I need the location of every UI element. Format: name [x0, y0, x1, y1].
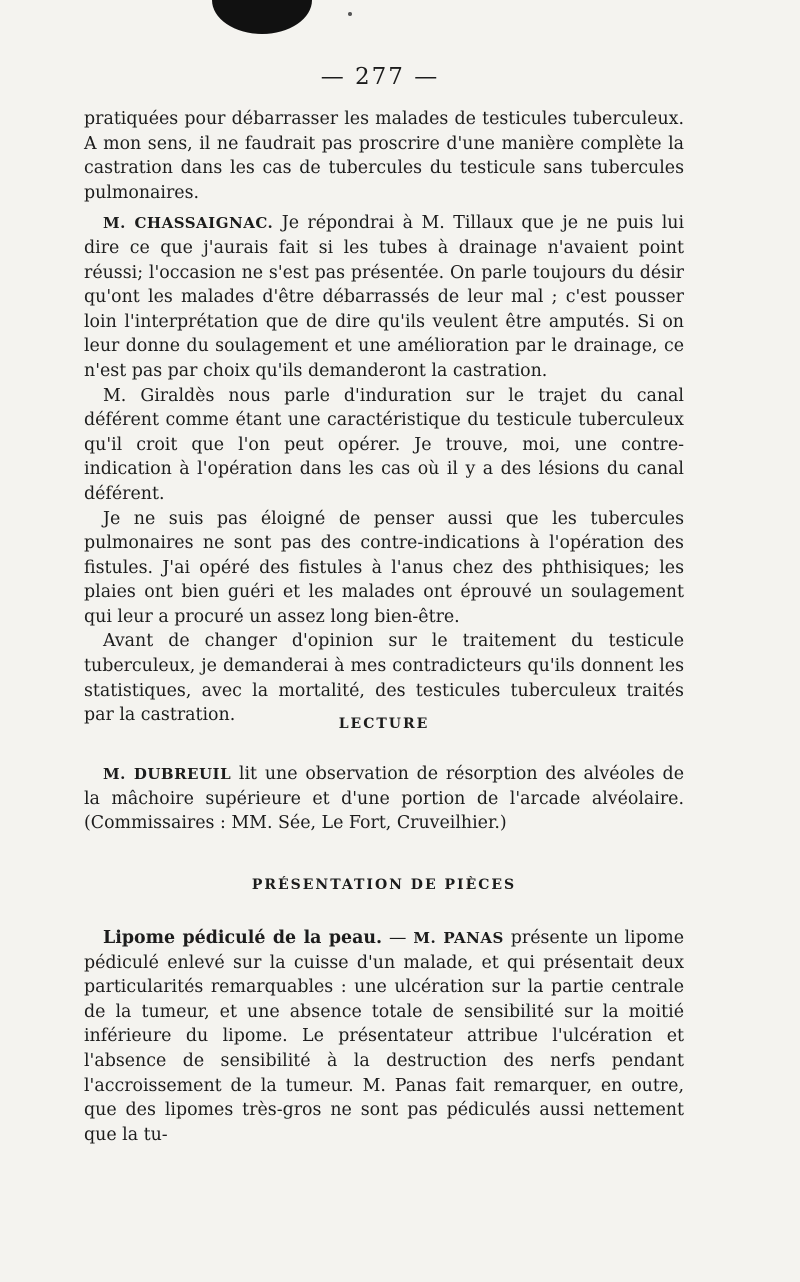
ink-speck — [348, 12, 352, 16]
item-title: Lipome pédiculé de la peau. — [103, 928, 383, 948]
paragraph-panas — [84, 926, 684, 1147]
paragraph-dubreuil — [84, 762, 684, 836]
section-heading-lecture: LECTURE — [338, 716, 430, 732]
page-number: — 277 — — [320, 64, 440, 90]
speaker-name: M. PANAS — [413, 929, 504, 947]
paragraph-giraldes: M. Giraldès nous parle d'induration sur le trajet du canal déférent comme étant une caractéristique du testicule tuberculeux qu'il croit que l'on peut opérer. Je trouve, moi, une contre-indication à l'opération dans les cas où il y a des lésions du canal déférent. — [84, 385, 684, 504]
paragraph-chassaignac — [84, 211, 684, 383]
paragraph-fistules: Je ne suis pas éloigné de penser aussi que les tubercules pulmonaires ne sont pas des contre-indications à l'opération des fistules. J'ai opéré des fistules à l'anus chez des phthisiques; les plaies ont bien guéri et les malades ont éprouvé un soulagement qui leur a procuré un assez long bien-être. — [84, 508, 684, 627]
title-dash: — — [382, 928, 414, 948]
paragraph-text: lit une observation de résorption des alvéoles de la mâchoire supérieure et d'une portion de l'arcade alvéolaire. (Commissaires : MM. Sée, Le Fort, Cruveilhier.) — [84, 764, 684, 834]
ink-blot — [212, 0, 312, 34]
text-block-discussion — [84, 107, 684, 728]
paragraph-conclusion: Avant de changer d'opinion sur le traitement du testicule tuberculeux, je demanderai à mes contradicteurs qu'ils donnent les statistiques, avec la mortalité, des testicules tuberculeux traités par la castration. — [84, 631, 684, 726]
text-block-presentation — [84, 926, 684, 1147]
paragraph-text: Je répondrai à M. Tillaux que je ne puis lui dire ce que j'aurais fait si les tubes à drainage n'avaient point réussi; l'occasion ne s'est pas présentée. On parle toujours du désir qu'ont les malades d'être débarrassés de leur mal ; c'est pousser loin l'interprétation que de dire qu'ils veulent être amputés. Si on leur donne du soulagement et une amélioration par le drainage, ce n'est pas par choix qu'ils demanderont la castration. — [84, 213, 685, 381]
speaker-name: M. DUBREUIL — [103, 765, 232, 783]
speaker-name: M. CHASSAIGNAC. — [103, 214, 274, 233]
section-heading-presentation: PRÉSENTATION DE PIÈCES — [251, 877, 517, 893]
paragraph-text: présente un lipome pédiculé enlevé sur la cuisse d'un malade, et qui présentait deux particularités remarquables : une ulcération sur la partie centrale de la tumeur, et une absence totale de sensibilité sur la moitié inférieure du lipome. Le présentateur attribue l'ulcération et l'absence de sensibilité à la destruction des nerfs pendant l'accroissement de la tumeur. M. Panas fait remarquer, en outre, que des lipomes très-gros ne sont pas pédiculés aussi nettement que la tu- — [84, 928, 684, 1145]
paragraph-opening: pratiquées pour débarrasser les malades de testicules tuberculeux. A mon sens, il ne faudrait pas proscrire d'une manière complète la castration dans les cas de tubercules du testicule sans tubercules pulmonaires. — [84, 109, 684, 203]
text-block-lecture — [84, 762, 684, 836]
